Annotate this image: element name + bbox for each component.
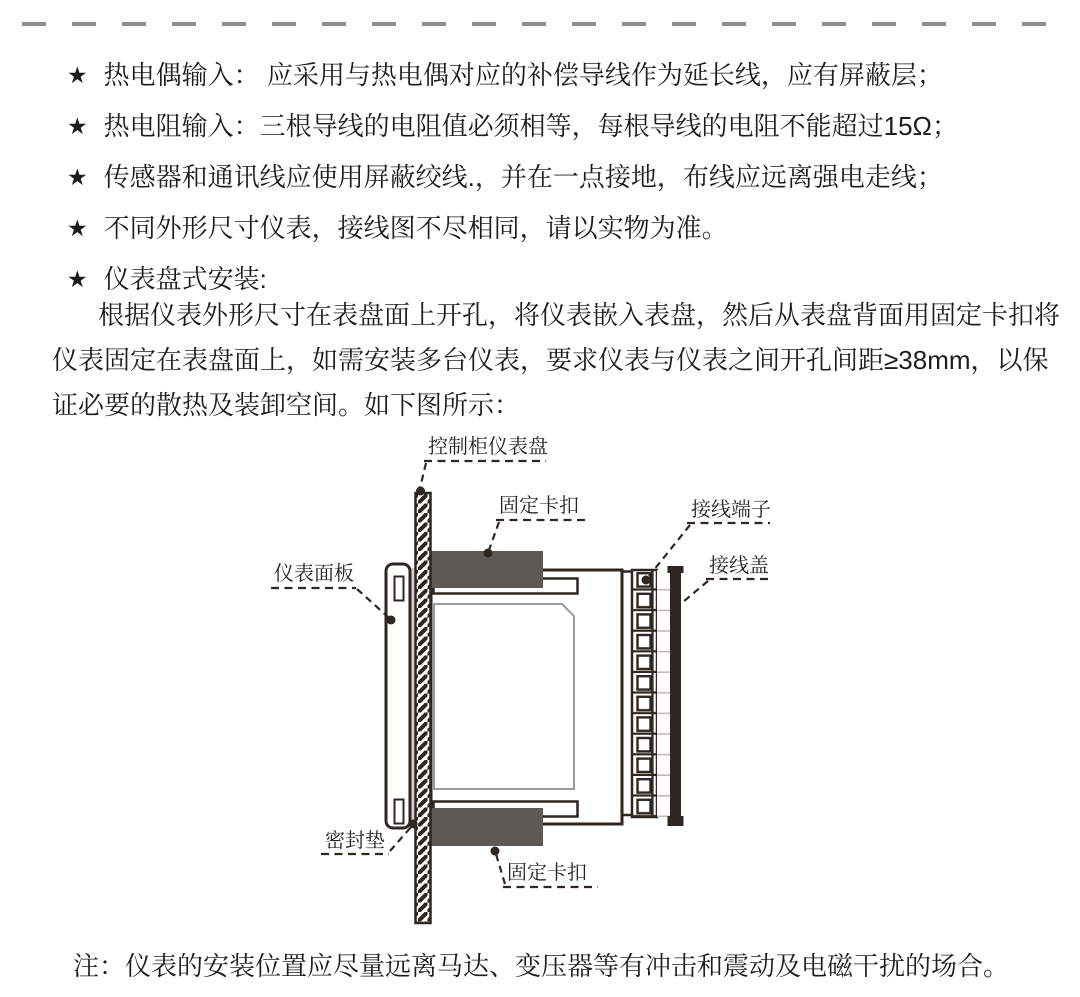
bullet-text: 不同外形尺寸仪表，接线图不尽相同，请以实物为准。 — [103, 213, 728, 243]
star-icon: ★ — [67, 164, 88, 190]
footer-note: 注：仪表的安装位置应尽量远离马达、变压器等有冲击和震动及电磁干扰的场合。 — [73, 951, 1010, 981]
label-fixing-clip-top: 固定卡扣 — [499, 495, 579, 517]
label-terminal: 接线端子 — [691, 499, 771, 521]
bullet-text: 仪表盘式安装: — [103, 264, 267, 294]
top-dashed-rule — [22, 22, 1060, 26]
star-icon: ★ — [67, 215, 88, 241]
bullet-text: 传感器和通讯线应使用屏蔽绞线.，并在一点接地，布线应远离强电走线； — [103, 162, 943, 192]
leader-faceplate — [271, 588, 396, 625]
label-faceplate: 仪表面板 — [274, 563, 354, 585]
inner-case-shape — [434, 604, 574, 789]
faceplate-shape — [386, 564, 410, 828]
bullet-thermocouple — [67, 50, 958, 101]
bullet-list — [67, 50, 958, 305]
label-fixing-clip-bottom: 固定卡扣 — [507, 862, 587, 884]
star-icon: ★ — [67, 62, 88, 88]
installation-diagram — [255, 432, 785, 932]
star-icon: ★ — [67, 266, 88, 292]
installation-paragraph: 根据仪表外形尺寸在表盘面上开孔，将仪表嵌入表盘，然后从表盘背面用固定卡扣将仪表固定在表盘面上，如需安装多台仪表，要求仪表与仪表之间开孔间距≥38mm，以保证必要的散热及装卸空间。如下图所示： — [52, 300, 1061, 420]
bullet-text: 热电偶输入： 应采用与热电偶对应的补偿导线作为延长线，应有屏蔽层； — [103, 60, 943, 90]
bullet-rtd — [67, 101, 958, 152]
label-wiring-cover: 接线盖 — [709, 555, 769, 577]
label-gasket: 密封垫 — [325, 830, 385, 852]
label-cabinet-panel: 控制柜仪表盘 — [428, 436, 548, 458]
cabinet-panel-shape — [416, 493, 431, 923]
leader-cabinet-panel — [416, 461, 546, 496]
fixing-clip-bottom-shape — [430, 808, 543, 846]
bullet-dimensions — [67, 203, 958, 254]
leader-wiring-cover — [683, 579, 773, 602]
bullet-text: 热电阻输入：三根导线的电阻值必须相等，每根导线的电阻不能超过15Ω； — [103, 111, 958, 141]
star-icon: ★ — [67, 113, 88, 139]
bullet-sensor-wiring — [67, 152, 958, 203]
terminal-block-shape — [632, 570, 670, 817]
